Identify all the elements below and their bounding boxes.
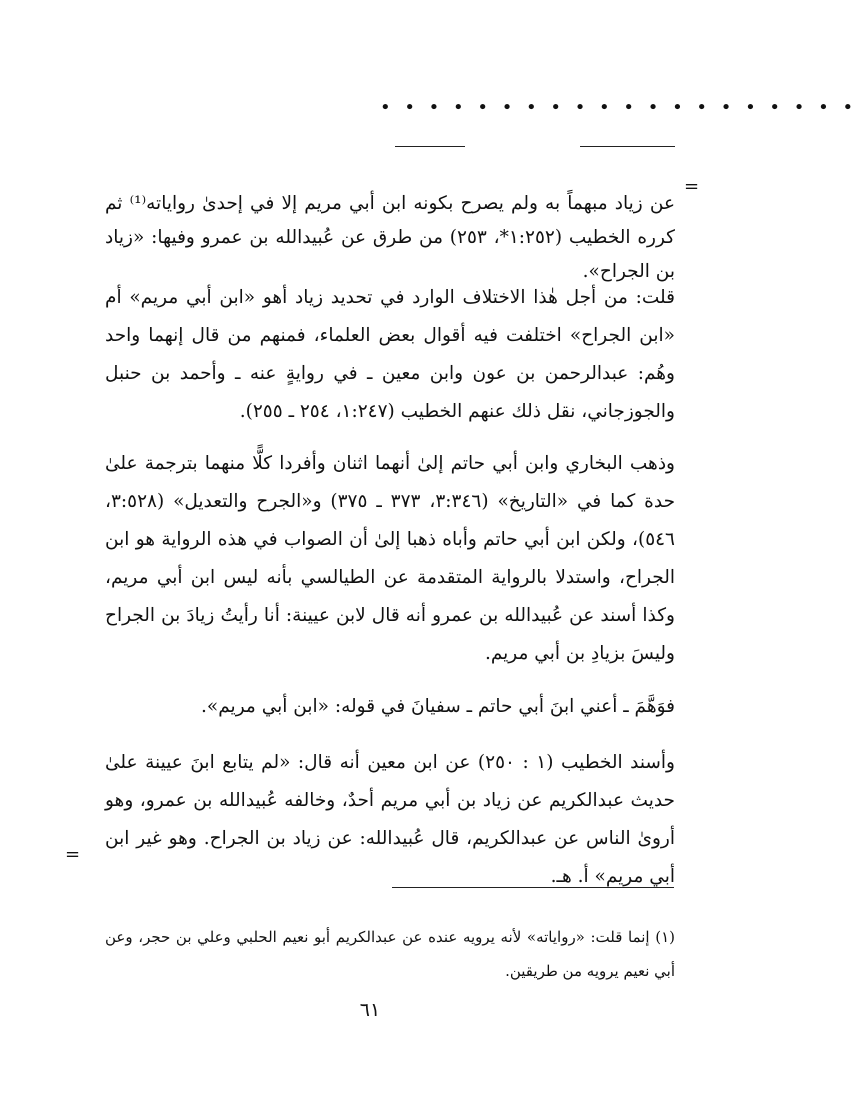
paragraph-bukhari: وذهب البخاري وابن أبي حاتم إلىٰ أنهما اثنان وأفردا كلًّا منهما بترجمة علىٰ حدة كما في «التاريخ» (٣:٣٤٦، ٣٧٣ ـ ٣٧٥) و«الجرح والتعديل» (٣:٥٢٨، ٥٤٦)، ولكن ابن أبي حاتم وأباه ذهبا إلىٰ أن الصواب في هذه الرواية هو ابن الجراح، واستدلا بالرواية المتقدمة عن الطيالسي بأنه ليس ابن أبي مريم، وكذا أسند عن عُبيدالله بن عمرو أنه قال لابن عيينة: أنا رأيتُ زيادَ بن الجراح وليسَ بزيادِ بن أبي مريم. [105, 452, 676, 664]
paragraph-wahham: فوَهَّمَ ـ أعني ابنَ أبي حاتم ـ سفيانَ في قوله: «ابن أبي مريم». [201, 695, 675, 717]
paragraph-khatib: وأسند الخطيب (١ : ٢٥٠) عن ابن معين أنه قال: «لم يتابع ابنَ عيينة علىٰ حديث عبدالكريم عن زياد بن أبي مريم أحدٌ، وخالفه عُبيدالله بن عمرو، وهو أروىٰ الناس عن عبدالكريم، قال عُبيدالله: عن زياد بن الجراح. وهو غير ابن أبي مريم» أ. هـ. [105, 751, 675, 887]
top-rule-left [395, 146, 465, 147]
header-ornament: • • • • • • • • • • • • • • • • • • • • [380, 97, 857, 118]
paragraph-opinion: قلت: من أجل هٰذا الاختلاف الوارد في تحديد زياد أهو «ابن أبي مريم» أم «ابن الجراح» اختلفت فيه أقوال بعض العلماء، فمنهم من قال إنهما واحد وهُم: عبدالرحمن بن عون وابن معين ـ في روايةٍ عنه ـ وأحمد بن حنبل والجوزجاني، نقل ذلك عنهم الخطيب (١:٢٤٧، ٢٥٤ ـ ٢٥٥). [105, 286, 675, 422]
paragraph-continued: عن زياد مبهماً به ولم يصرح بكونه ابن أبي مريم إلا في إحدىٰ رواياته⁽¹⁾ ثم كرره الخطيب (١:٢٥٢*، ٢٥٣) من طرق عن عُبيدالله بن عمرو وفيها: «زياد بن الجراح». [105, 192, 675, 282]
continuation-mark-top: = [684, 176, 700, 197]
top-rule-right [580, 146, 675, 147]
continuation-mark-bottom: = [65, 844, 81, 865]
footnote: (١) إنما قلت: «رواياته» لأنه يرويه عنده عن عبدالكريم أبو نعيم الحلبي وعلي بن حجر، وعن أبي نعيم يرويه من طريقين. [105, 928, 676, 980]
page-number: ٦١ [359, 999, 381, 1021]
footnote-separator [392, 887, 674, 888]
